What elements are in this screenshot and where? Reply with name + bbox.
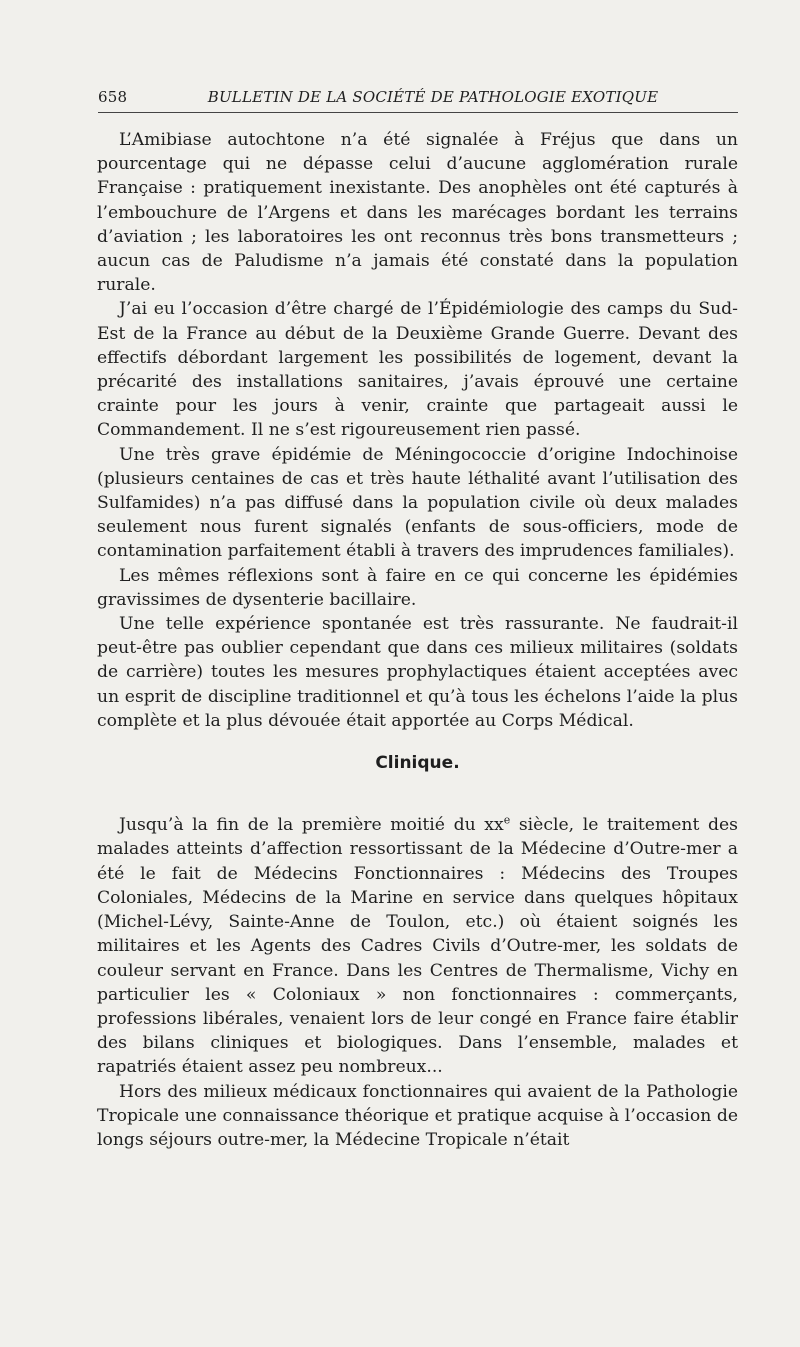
page-number: 658 (98, 88, 128, 106)
paragraph-amibiase: L’Amibiase autochtone n’a été signalée à Fréjus que dans un pourcentage qui ne dépasse celui d’aucune agglomération rurale Française : pratiquement inexistante. Des anophèles ont été capturés à l’embouchure de l’Argens et dans les marécages bordant les terrains d’aviation ; les laboratoires les ont reconnus très bons transmetteurs ; aucun cas de Paludisme n’a jamais été constaté dans la population rurale. (97, 130, 738, 296)
paragraph-medecins-fonctionnaires (97, 813, 738, 1079)
paragraph-epidemiologie: J’ai eu l’occasion d’être chargé de l’Épidémiologie des camps du Sud-Est de la France au début de la Deuxième Grande Guerre. Devant des effectifs débordant largement les possibilités de logement, devant la précarité des installations sanitaires, j’avais éprouvé une certaine crainte pour les jours à venir, crainte que partageait aussi le Commandement. Il ne s’est rigoureusement rien passé. (97, 299, 738, 441)
paragraph-experience: Une telle expérience spontanée est très rassurante. Ne faudrait-il peut-être pas oublier cependant que dans ces milieux militaires (soldats de carrière) toutes les mesures prophylactiques étaient acceptées avec un esprit de discipline traditionnel et qu’à tous les échelons l’aide la plus complète et la plus dévouée était apportée au Corps Médical. (97, 614, 738, 731)
paragraph-meningococcie: Une très grave épidémie de Méningococcie d’origine Indochinoise (plusieurs centaines de cas et très haute léthalité avant l’utilisation des Sulfamides) n’a pas diffusé dans la population civile où deux malades seulement nous furent signalés (enfants de sous-officiers, mode de contamination parfaitement établi à travers des imprudences familiales). (97, 444, 738, 562)
century-text-start: Jusqu’à la fin de la première moitié du xx (119, 815, 504, 836)
running-head (98, 88, 738, 113)
body-text (97, 128, 738, 1152)
journal-title: BULLETIN DE LA SOCIÉTÉ DE PATHOLOGIE EXOTIQUE (207, 88, 659, 106)
century-text-rest: siècle, le traitement des malades atteints d’affection ressortissant de la Médecine d’Outre-mer a été le fait de Médecins Fonctionnaires : Médecins des Troupes Coloniales, Médecins de la Marine en service dans quelques hôpitaux (Michel-Lévy, Sainte-Anne de Toulon, etc.) où étaient soignés les militaires et les Agents des Cadres Civils d’Outre-mer, les soldats de couleur servant en France. Dans les Centres de Thermalisme, Vichy en particulier les « Coloniaux » non fonctionnaires : commerçants, professions libérales, venaient lors de leur congé en France faire établir des bilans cliniques et biologiques. Dans l’ensemble, malades et rapatriés étaient assez peu nombreux... (97, 815, 739, 1078)
century-superscript: e (503, 813, 511, 827)
section-title: Clinique. (375, 753, 460, 774)
paragraph-hors-milieux: Hors des milieux médicaux fonctionnaires qui avaient de la Pathologie Tropicale une connaissance théorique et pratique acquise à l’occasion de longs séjours outre-mer, la Médecine Tropicale n’était (97, 1081, 738, 1150)
paragraph-dysenterie: Les mêmes réflexions sont à faire en ce qui concerne les épidémies gravissimes de dysenterie bacillaire. (97, 565, 738, 610)
